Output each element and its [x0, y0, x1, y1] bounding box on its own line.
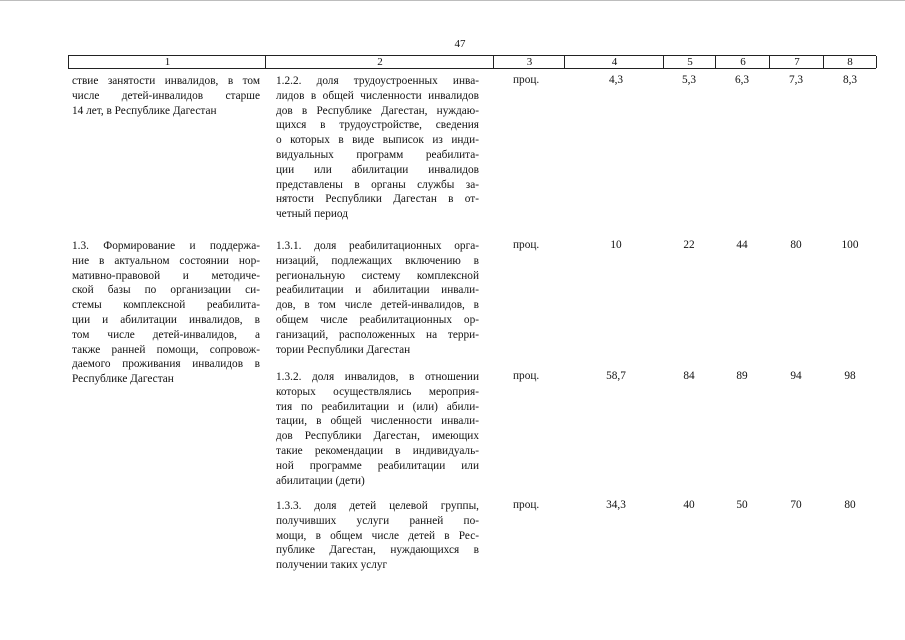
- header-cell-6: 6: [715, 56, 770, 68]
- text-line: числе детей-инвалидов старше: [72, 89, 260, 102]
- page-number: 47: [454, 38, 466, 50]
- row-1-3-2-value-8: 98: [844, 370, 856, 382]
- text-line: получивших услуги ранней по-: [276, 514, 479, 527]
- header-cell-4: 4: [564, 56, 664, 68]
- text-line: ствие занятости инвалидов, в том: [72, 75, 260, 87]
- row-1-3-1-unit: проц.: [513, 239, 540, 251]
- row-1-3-3-value-8: 80: [844, 499, 856, 511]
- row-1-2-2-value-8: 8,3: [842, 74, 858, 86]
- text-line: ганизаций, расположенных на терри-: [276, 328, 479, 341]
- header-cell-5: 5: [663, 56, 716, 68]
- text-line: региональную систему комплексной: [276, 269, 479, 282]
- text-line: которых осуществлялись мероприя-: [276, 385, 479, 398]
- row-1-3-3-value-7: 70: [790, 499, 802, 511]
- text-line: даемого проживания инвалидов в: [72, 358, 260, 371]
- row-1-3-1-description: [276, 239, 479, 357]
- text-line: щихся в трудоустройстве, сведения: [276, 119, 479, 132]
- text-line: 1.3.3. доля детей целевой группы,: [276, 500, 479, 512]
- header-cell-3: 3: [493, 56, 565, 68]
- text-line: также ранней помощи, сопровож-: [72, 343, 260, 356]
- text-line: лидов в общей численности инвалидов: [276, 89, 479, 102]
- row-1-3-2-unit: проц.: [513, 370, 540, 382]
- text-line: Республике Дагестан: [72, 373, 174, 386]
- row-1-3-1-value-5: 22: [683, 239, 695, 251]
- text-line: тия по реабилитации и (или) абили-: [276, 400, 479, 413]
- header-cell-1: 1: [68, 56, 266, 68]
- text-line: тории Республики Дагестан: [276, 343, 411, 356]
- text-line: видуальных программ реабилита-: [276, 148, 479, 161]
- row-1-2-2-description: [276, 74, 479, 222]
- text-line: ной программе реабилитации или: [276, 459, 479, 472]
- row-1-3-1-value-8: 100: [841, 239, 859, 251]
- text-line: дов, в том числе детей-инвалидов, в: [276, 299, 479, 312]
- text-line: нятости Республики Дагестан в от-: [276, 193, 479, 206]
- text-line: 1.2.2. доля трудоустроенных инва-: [276, 75, 479, 87]
- text-line: дов Республики Дагестан, имеющих: [276, 430, 479, 443]
- row-1-3-3-unit: проц.: [513, 499, 540, 511]
- row-1-3-1-value-6: 44: [736, 239, 748, 251]
- text-line: ской базы по организации си-: [72, 284, 260, 297]
- text-line: ние в актуальном состоянии нор-: [72, 254, 260, 267]
- header-cell-7: 7: [769, 56, 824, 68]
- row-1-3-3-value-6: 50: [736, 499, 748, 511]
- row-1-3-2-value-6: 89: [736, 370, 748, 382]
- text-line: 14 лет, в Республике Дагестан: [72, 104, 217, 117]
- row-1-3-3-value-4: 34,3: [606, 499, 626, 511]
- text-line: 1.3. Формирование и поддержа-: [72, 240, 260, 252]
- row-1-2-2-value-4: 4,3: [608, 74, 624, 86]
- text-line: такие рекомендации в индивидуаль-: [276, 444, 479, 457]
- scan-top-edge: [0, 0, 905, 1]
- text-line: реабилитации и абилитации инвали-: [276, 284, 479, 297]
- text-line: ции или абилитации инвалидов: [276, 163, 479, 176]
- row-1-3-1-value-7: 80: [790, 239, 802, 251]
- row-1-2-2-value-7: 7,3: [788, 74, 804, 86]
- row-1-3-2-value-7: 94: [790, 370, 802, 382]
- text-line: получении таких услуг: [276, 559, 388, 572]
- row-1-3-2-value-5: 84: [683, 370, 695, 382]
- text-line: тации, в общей численности инвали-: [276, 415, 479, 428]
- row-1-3-2-description: [276, 370, 479, 488]
- row-1-3-3-value-5: 40: [683, 499, 695, 511]
- text-line: мощи, в общем числе детей в Рес-: [276, 529, 479, 542]
- row-1-2-2-unit: проц.: [513, 74, 540, 86]
- row-1-3-3-description: [276, 499, 479, 573]
- text-line: публике Дагестан, нуждающихся в: [276, 544, 479, 557]
- row-1-2-2-value-5: 5,3: [681, 74, 697, 86]
- header-bottom-border: [68, 68, 876, 69]
- row-1-2-2-value-6: 6,3: [734, 74, 750, 86]
- text-line: о которых в виде выписок из инди-: [276, 134, 479, 147]
- text-line: 1.3.2. доля инвалидов, в отношении: [276, 371, 479, 383]
- left-cell-section-1-3: [72, 239, 260, 387]
- text-line: ции и абилитации инвалидов, в: [72, 313, 260, 326]
- text-line: четный период: [276, 208, 348, 221]
- header-cell-2: 2: [265, 56, 494, 68]
- text-line: дов в Республике Дагестан, нуждаю-: [276, 104, 479, 117]
- row-1-3-1-value-4: 10: [610, 239, 622, 251]
- text-line: том числе детей-инвалидов, а: [72, 328, 260, 341]
- text-line: мативно-правовой и методиче-: [72, 269, 260, 282]
- text-line: стемы комплексной реабилита-: [72, 299, 260, 312]
- text-line: абилитации (дети): [276, 474, 365, 487]
- text-line: общем числе реабилитационных ор-: [276, 313, 479, 326]
- text-line: представлены в органы службы за-: [276, 178, 479, 191]
- row-1-3-2-value-4: 58,7: [606, 370, 626, 382]
- left-cell-continuation: [72, 74, 260, 118]
- text-line: 1.3.1. доля реабилитационных орга-: [276, 240, 479, 252]
- header-cell-8: 8: [823, 56, 877, 68]
- text-line: низаций, подлежащих включению в: [276, 254, 479, 267]
